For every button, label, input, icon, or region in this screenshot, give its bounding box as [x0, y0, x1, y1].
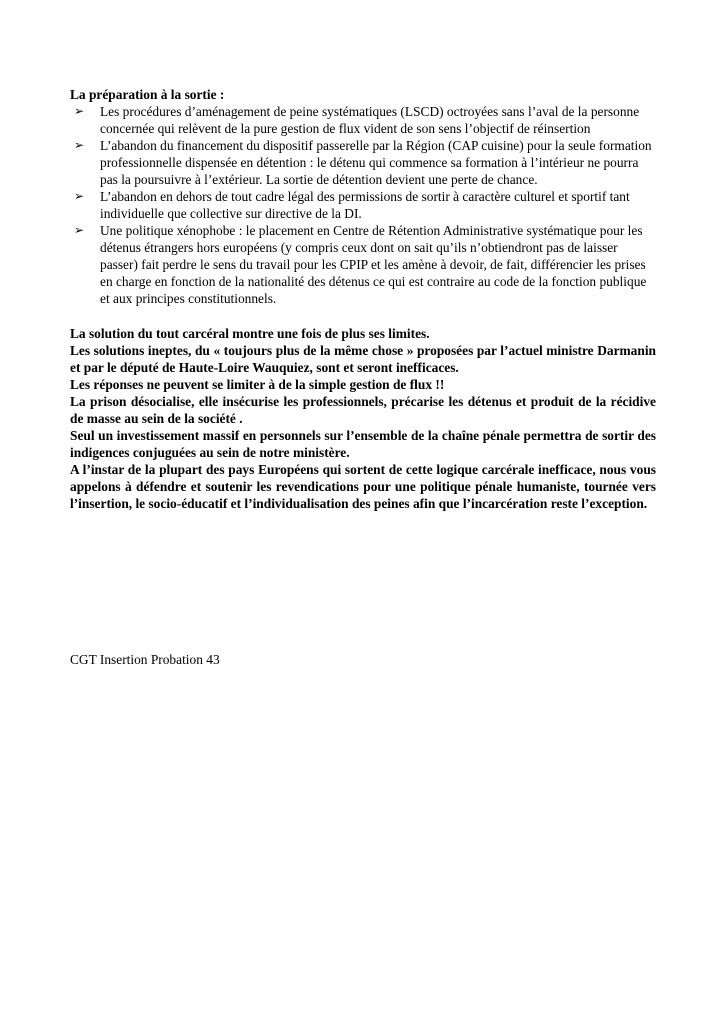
conclusion-paragraph: Seul un investissement massif en personnels sur l’ensemble de la chaîne pénale permettra de sortir des indigences conjuguées au sein de notre ministère. — [70, 428, 656, 460]
list-item — [74, 137, 656, 188]
conclusion-paragraph: La solution du tout carcéral montre une fois de plus ses limites. — [70, 326, 430, 341]
conclusion-paragraph: A l’instar de la plupart des pays Européens qui sortent de cette logique carcérale inefficace, nous vous appelons à défendre et soutenir les revendications pour une politique pénale humaniste, tournée vers l’insertion, le socio-éducatif et l’individualisation des peines afin que l’incarcération reste l’exception. — [70, 462, 656, 511]
arrow-bullet-icon: ➢ — [74, 104, 85, 118]
list-item — [74, 188, 656, 222]
conclusion-paragraph: Les réponses ne peuvent se limiter à de la simple gestion de flux !! — [70, 377, 445, 392]
conclusion-paragraph: Les solutions ineptes, du « toujours plus de la même chose » proposées par l’actuel ministre Darmanin et par le député de Haute-Loire Wauquiez, sont et seront inefficaces. — [70, 343, 656, 375]
arrow-bullet-icon: ➢ — [74, 223, 85, 237]
arrow-bullet-icon: ➢ — [74, 138, 85, 152]
bullet-list — [70, 103, 656, 307]
document-body — [70, 86, 656, 512]
list-item-text: Les procédures d’aménagement de peine systématiques (LSCD) octroyées sans l’aval de la personne concernée qui relèvent de la pure gestion de flux vident de son sens l’objectif de réinsertion — [100, 104, 640, 136]
conclusion-paragraph: La prison désocialise, elle insécurise les professionnels, précarise les détenus et produit de la récidive de masse au sein de la société . — [70, 394, 656, 426]
signature: CGT Insertion Probation 43 — [70, 652, 220, 667]
list-item-text: Une politique xénophobe : le placement en Centre de Rétention Administrative systématique pour les détenus étrangers hors européens (y compris ceux dont on sait qu’ils n’obtiendront pas de laisser passer) fait perdre le sens du travail pour les CPIP et les amène à devoir, de fait, différencier les prises en charge en fonction de la nationalité des détenus ce qui est contraire au code de la fonction publique et aux principes constitutionnels. — [100, 223, 647, 306]
list-item — [74, 222, 656, 307]
arrow-bullet-icon: ➢ — [74, 189, 85, 203]
list-item-text: L’abandon en dehors de tout cadre légal des permissions de sortir à caractère culturel et sportif tant individuelle que collective sur directive de la DI. — [100, 189, 630, 221]
section-heading: La préparation à la sortie : — [70, 87, 225, 102]
list-item-text: L’abandon du financement du dispositif passerelle par la Région (CAP cuisine) pour la seule formation professionnelle dispensée en détention : le détenu qui commence sa formation à l’intérieur ne pourra pas la poursuivre à l’extérieur. La sortie de détention devient une perte de chance. — [100, 138, 652, 187]
list-item — [74, 103, 656, 137]
conclusion-block — [70, 325, 656, 512]
